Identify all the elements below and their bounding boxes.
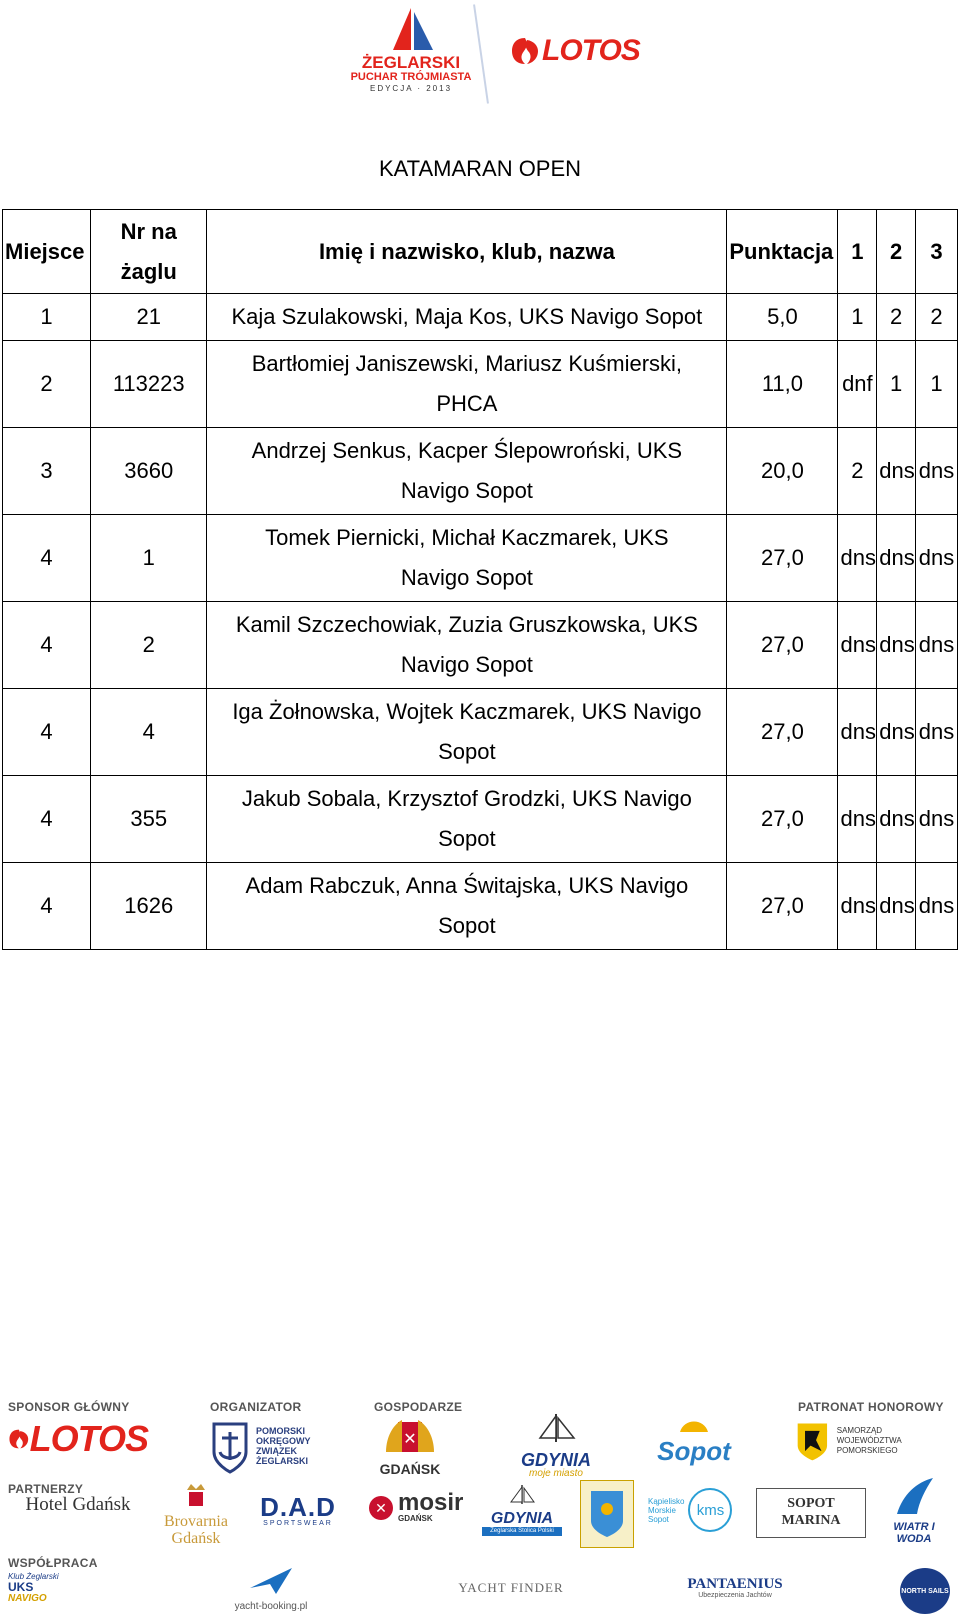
kapielisko-kms-logo: [648, 1488, 738, 1532]
results-table: [2, 209, 958, 950]
cell-race-1: dnf: [838, 341, 877, 428]
gdynia-sub: moje miasto: [529, 1468, 583, 1479]
header-name: Imię i nazwisko, klub, nazwa: [207, 210, 727, 294]
gdansk-text: GDAŃSK: [379, 1461, 441, 1477]
caption-organizator: ORGANIZATOR: [210, 1400, 302, 1414]
page-title: KATAMARAN OPEN: [378, 156, 582, 181]
cell-race-1: dns: [838, 863, 877, 950]
puchar-line1: ŻEGLARSKI: [361, 53, 461, 72]
cell-punktacja: 27,0: [727, 515, 838, 602]
cell-punktacja: 20,0: [727, 428, 838, 515]
cell-race-1: dns: [838, 689, 877, 776]
mosir-text: mosir: [398, 1489, 464, 1516]
header-logos: [0, 0, 960, 110]
cell-nr: 1626: [91, 863, 207, 950]
cell-race-2: dns: [877, 689, 916, 776]
cell-name-line2: Sopot: [438, 826, 496, 851]
lotos-sponsor-logo: [8, 1418, 148, 1460]
cell-race-2: dns: [877, 515, 916, 602]
kapielisko-line1: Kąpielisko: [648, 1496, 685, 1506]
cell-punktacja: 27,0: [727, 602, 838, 689]
cell-race-3: dns: [916, 689, 958, 776]
cell-nr: 2: [91, 602, 207, 689]
sopot-text: Sopot: [657, 1436, 731, 1466]
svg-text:✕: ✕: [375, 1500, 387, 1517]
kms-badge: kms: [688, 1488, 732, 1532]
crown-crest-icon: [185, 1482, 207, 1508]
header-nr-line1: Nr na: [120, 218, 177, 244]
lotos-wordmark: LOTOS: [542, 34, 640, 67]
marina-line2: MARINA: [781, 1513, 841, 1528]
yacht-finder-logo: YACHT FINDER: [458, 1580, 564, 1595]
cell-race-3: 1: [916, 341, 958, 428]
cell-name-line1: Jakub Sobala, Krzysztof Grodzki, UKS Navigo: [241, 786, 692, 811]
wiatr-woda-logo: [876, 1476, 952, 1545]
lotos-sponsor-wordmark: LOTOS: [29, 1418, 148, 1459]
cell-name: [207, 689, 727, 776]
table-row: [3, 776, 958, 863]
cell-name: [207, 776, 727, 863]
caption-gospodarze: GOSPODARZE: [374, 1400, 463, 1414]
table-row: [3, 602, 958, 689]
mosir-crest-icon: [368, 1493, 394, 1523]
sail-icon: [381, 6, 441, 54]
cell-miejsce: 4: [3, 602, 91, 689]
puchar-line3: EDYCJA · 2013: [369, 84, 453, 93]
cell-race-3: dns: [916, 776, 958, 863]
cell-race-3: 2: [916, 294, 958, 341]
table-row: [3, 294, 958, 341]
cell-name-line2: Navigo Sopot: [400, 565, 533, 590]
marina-line1: SOPOT: [787, 1496, 835, 1511]
gdynia2-text: GDYNIA: [490, 1510, 554, 1527]
dad-text: D.A.D: [260, 1492, 336, 1522]
cell-name-line2: Sopot: [438, 913, 496, 938]
cell-race-3: dns: [916, 515, 958, 602]
samorzad-logo: [794, 1418, 954, 1464]
table-row: [3, 428, 958, 515]
mosir-sub: GDAŃSK: [398, 1514, 433, 1523]
cell-name-line1: Adam Rabczuk, Anna Świtajska, UKS Navigo: [245, 873, 689, 898]
yacht-booking-logo: [226, 1566, 316, 1612]
gdynia-text: GDYNIA: [520, 1450, 591, 1470]
header-race-2: 2: [877, 210, 916, 294]
cell-race-1: dns: [838, 602, 877, 689]
miejski-osrodek-logo: [580, 1480, 634, 1548]
table-row: [3, 689, 958, 776]
lotos-mark-icon: [8, 1422, 30, 1456]
wiatr-text: WIATR I WODA: [893, 1521, 935, 1545]
cell-miejsce: 2: [3, 341, 91, 428]
header-race-1: 1: [838, 210, 877, 294]
uks-line1: Klub Żeglarski: [8, 1572, 59, 1581]
cell-race-2: dns: [877, 863, 916, 950]
sponsors-footer: [0, 1390, 960, 1621]
cell-nr: 3660: [91, 428, 207, 515]
puchar-line2: PUCHAR TRÓJMIASTA: [350, 71, 472, 83]
cell-nr: 355: [91, 776, 207, 863]
griffin-crest-icon: [794, 1418, 831, 1464]
cell-punktacja: 27,0: [727, 776, 838, 863]
cell-race-3: dns: [916, 602, 958, 689]
header-race-3: 3: [916, 210, 958, 294]
samorzad-line1: SAMORZĄD: [836, 1426, 883, 1435]
cell-name: [207, 515, 727, 602]
north-sails-logo: NORTH SAILS: [900, 1568, 950, 1614]
pantaenius-sub: Ubezpieczenia Jachtów: [698, 1592, 772, 1599]
svg-text:✕: ✕: [403, 1429, 417, 1448]
cell-race-3: dns: [916, 863, 958, 950]
dad-logo: [250, 1494, 346, 1527]
uks-line2: UKS: [8, 1580, 34, 1594]
puchar-trojmiasta-logo: [346, 6, 476, 102]
yachtbooking-text: yacht-booking.pl: [234, 1601, 308, 1612]
cell-name-line1: Andrzej Senkus, Kacper Ślepowroński, UKS: [251, 438, 683, 463]
brovarnia-logo: [156, 1482, 236, 1547]
cell-nr: 113223: [91, 341, 207, 428]
cell-name: [207, 602, 727, 689]
pantaenius-text: PANTAENIUS: [687, 1576, 783, 1592]
paper-plane-icon: [246, 1566, 296, 1596]
cell-race-3: dns: [916, 428, 958, 515]
cell-race-2: dns: [877, 776, 916, 863]
cell-name-line2: Sopot: [438, 739, 496, 764]
cell-race-2: 1: [877, 341, 916, 428]
windsurf-sail-icon: [889, 1476, 939, 1516]
dad-sub: SPORTSWEAR: [263, 1520, 333, 1527]
cell-race-2: 2: [877, 294, 916, 341]
cell-nr: 21: [91, 294, 207, 341]
cell-race-1: dns: [838, 515, 877, 602]
gdansk-crest-icon: [380, 1416, 440, 1456]
cell-name: [207, 863, 727, 950]
crest-icon: [587, 1487, 627, 1541]
cell-race-2: dns: [877, 428, 916, 515]
caption-patronat: PATRONAT HONOROWY: [798, 1400, 944, 1414]
pozz-line2: OKRĘGOWY: [256, 1436, 311, 1446]
lotos-logo: [510, 34, 640, 68]
cell-race-1: 2: [838, 428, 877, 515]
cell-name: Kaja Szulakowski, Maja Kos, UKS Navigo Sopot: [207, 294, 727, 341]
sailship-icon: [502, 1484, 542, 1506]
header-nr-line2: żaglu: [120, 258, 177, 284]
caption-sponsor: SPONSOR GŁÓWNY: [8, 1400, 130, 1414]
cell-race-1: dns: [838, 776, 877, 863]
brovarnia-line2: Gdańsk: [171, 1530, 221, 1547]
uks-line3: NAVIGO: [8, 1593, 47, 1604]
cell-miejsce: 4: [3, 776, 91, 863]
sailship-icon: [526, 1412, 586, 1446]
header-nr-na-zaglu: [91, 210, 207, 294]
samorzad-line2: WOJEWÓDZTWA POMORSKIEGO: [836, 1436, 902, 1455]
gdynia-zeglarska-logo: [482, 1484, 562, 1536]
cell-name-line2: Navigo Sopot: [400, 652, 533, 677]
mosir-logo: [368, 1489, 468, 1523]
pozz-line3: ZWIĄZEK: [256, 1446, 297, 1456]
caption-partnerzy: PARTNERZY: [8, 1482, 84, 1496]
cell-race-1: 1: [838, 294, 877, 341]
cell-race-2: dns: [877, 602, 916, 689]
cell-miejsce: 3: [3, 428, 91, 515]
cell-miejsce: 4: [3, 863, 91, 950]
cell-miejsce: 4: [3, 689, 91, 776]
cell-punktacja: 11,0: [727, 341, 838, 428]
gdynia2-sub: Żeglarska Stolica Polski: [482, 1527, 562, 1536]
table-row: [3, 863, 958, 950]
table-header-row: [3, 210, 958, 294]
gdynia-logo: [508, 1412, 604, 1479]
cell-name-line1: Kamil Szczechowiak, Zuzia Gruszkowska, UKS: [235, 612, 698, 637]
cell-name-line2: PHCA: [436, 391, 498, 416]
cell-miejsce: 1: [3, 294, 91, 341]
cell-nr: 4: [91, 689, 207, 776]
cell-name-line1: Bartłomiej Janiszewski, Mariusz Kuśmierski,: [251, 351, 683, 376]
sun-icon: [674, 1416, 714, 1434]
header-miejsce: Miejsce: [3, 210, 91, 294]
cell-name: [207, 428, 727, 515]
pozz-line1: POMORSKI: [256, 1426, 306, 1436]
anchor-crest-icon: [208, 1418, 252, 1474]
kapielisko-line3: Sopot: [648, 1514, 669, 1524]
table-row: [3, 341, 958, 428]
caption-wspolpraca: WSPÓŁPRACA: [8, 1556, 98, 1570]
header-punktacja: Punktacja: [727, 210, 838, 294]
cell-name-line1: Tomek Piernicki, Michał Kaczmarek, UKS: [265, 525, 669, 550]
brovarnia-line1: Brovarnia: [164, 1513, 228, 1530]
lotos-mark-icon: [510, 36, 540, 66]
gdansk-logo: [372, 1416, 448, 1477]
cell-punktacja: 5,0: [727, 294, 838, 341]
cell-name-line2: Navigo Sopot: [400, 478, 533, 503]
pozz-logo: [208, 1418, 318, 1474]
sopot-logo: [656, 1416, 732, 1466]
pozz-line4: ŻEGLARSKI: [256, 1456, 309, 1466]
cell-punktacja: 27,0: [727, 689, 838, 776]
hotel-gdansk-logo: Hotel Gdańsk: [25, 1494, 131, 1515]
kapielisko-line2: Morskie: [648, 1505, 677, 1515]
pantaenius-logo: [680, 1576, 790, 1599]
cell-name-line1: Iga Żołnowska, Wojtek Kaczmarek, UKS Navigo: [232, 699, 702, 724]
cell-miejsce: 4: [3, 515, 91, 602]
uks-navigo-logo: [8, 1572, 68, 1604]
cell-name: [207, 341, 727, 428]
cell-punktacja: 27,0: [727, 863, 838, 950]
table-row: [3, 515, 958, 602]
sopot-marina-logo: [756, 1488, 866, 1538]
cell-nr: 1: [91, 515, 207, 602]
